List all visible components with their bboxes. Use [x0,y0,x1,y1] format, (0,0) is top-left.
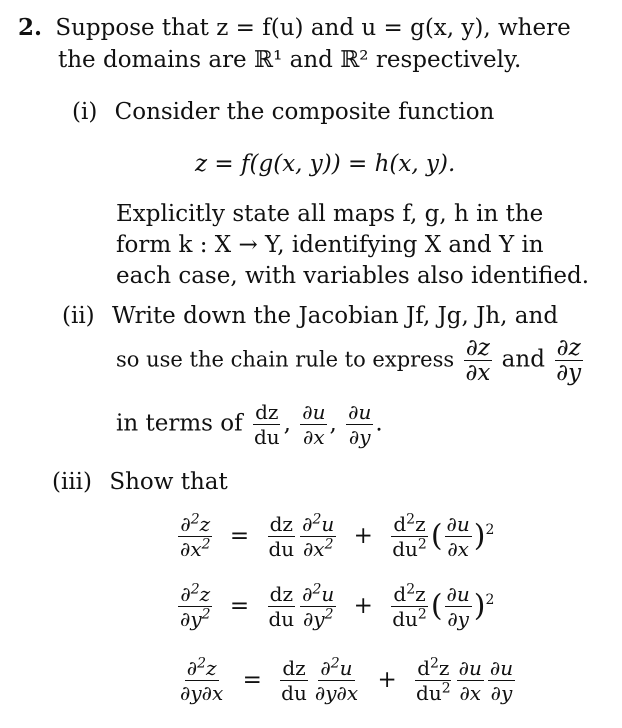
fraction-dz-dx: $\frac{\partial z}{\partial x}$ [465,335,491,386]
part-iii-text-1: Show that [109,469,228,495]
part-i-equation: z = f(g(x, y)) = h(x, y). [195,151,456,177]
equation-xx: $\frac{\partial^2z}{\partial x^2}$ = $\frac{dz}{du}$ $\frac{\partial^2u}{\partial x^2}$ + $\frac{d^2z}{du^2}$ ( $\frac{\partial u}{\partial x}$ )$^2$ [180,511,495,561]
part-iii-line-1 [52,468,228,496]
fraction-dz-dy: $\frac{\partial z}{\partial y}$ [556,335,582,386]
part-ii-line-3: in terms of $\frac{dz}{du}$ , $\frac{\partial u}{\partial x}$ , $\frac{\partial u}{\partial y}$ . [116,400,383,449]
equation-yy: $\frac{\partial^2z}{\partial y^2}$ = $\frac{dz}{du}$ $\frac{\partial^2u}{\partial y^2}$ + $\frac{d^2z}{du^2}$ ( $\frac{\partial u}{\partial y}$ )$^2$ [180,581,495,631]
part-ii-text-1: Write down the Jacobian Jf, Jg, Jh, and [111,303,559,329]
question-intro-line-1: Suppose that z = f(u) and u = g(x, y), where [55,15,571,41]
part-i-label: (i) [72,99,98,125]
part-ii-text-2: so use the chain rule to express [116,347,455,372]
equation-yx: $\frac{\partial^2z}{\partial y\partial x}$ = $\frac{dz}{du}$ $\frac{\partial^2u}{\partial y\partial x}$ + $\frac{d^2z}{du^2}$ $\frac{\partial u}{\partial x}$ $\frac{\partial u}{\partial y}$ [180,655,514,705]
fraction-du-dx: $\frac{\partial u}{\partial x}$ [302,400,326,449]
fraction-dz-du: $\frac{dz}{du}$ [253,400,280,449]
question-number: 2. [18,14,43,41]
part-i-text-3: form k : X → Y, identifying X and Y in [116,232,544,258]
question-line-2: the domains are ℝ¹ and ℝ² respectively. [58,47,522,73]
part-ii-text-3: in terms of [116,410,243,437]
part-iii-label: (iii) [52,469,93,495]
part-ii-label: (ii) [62,303,95,329]
part-ii-line-2 [116,336,585,385]
question-line-1 [18,14,571,42]
part-ii-line-1 [62,302,558,330]
fraction-du-dy: $\frac{\partial u}{\partial y}$ [348,400,372,449]
part-i-text-4: each case, with variables also identified. [116,263,590,289]
part-ii-and: and [501,346,545,373]
part-i-line-1 [72,98,494,126]
part-i-text-2: Explicitly state all maps f, g, h in the [116,201,544,227]
part-i-text-1: Consider the composite function [114,99,495,125]
